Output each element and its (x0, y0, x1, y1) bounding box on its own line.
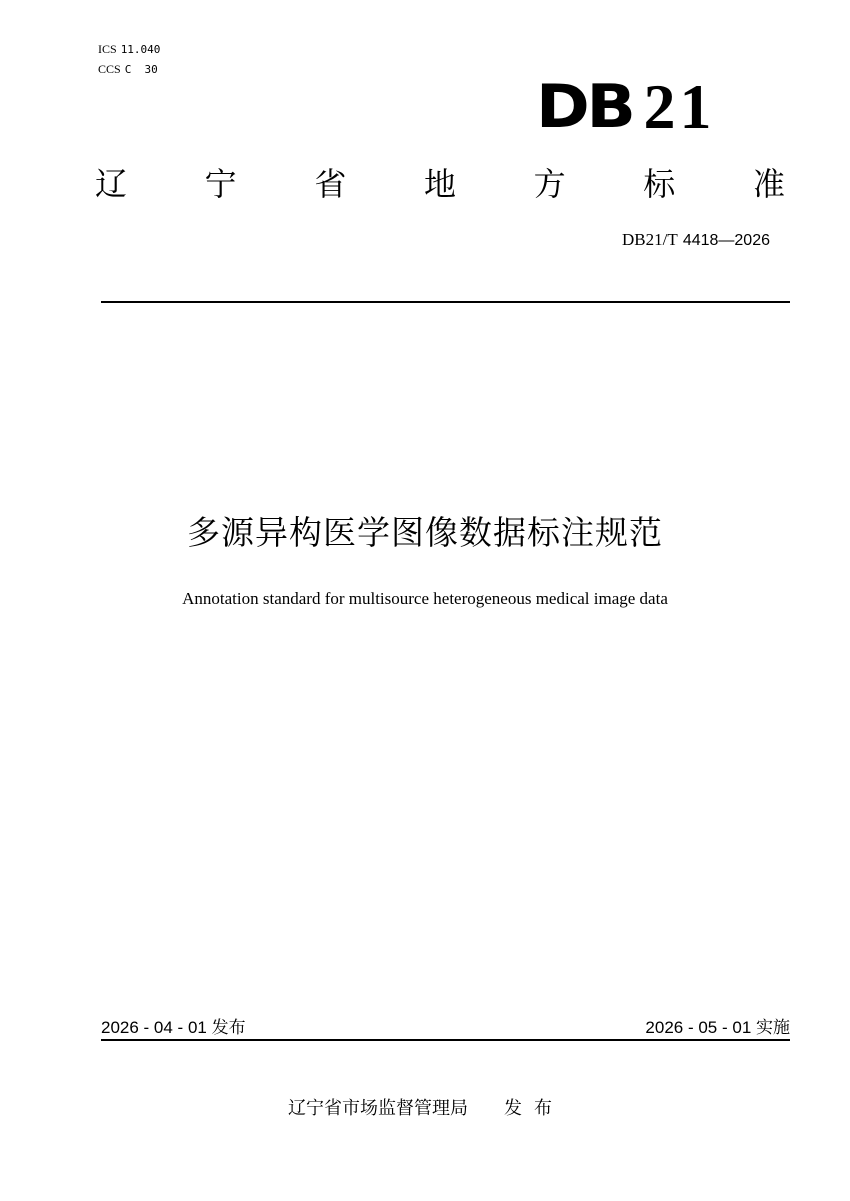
standard-number (622, 230, 770, 251)
standard-number-code: 4418—2026 (682, 232, 770, 249)
standard-type-char: 准 (752, 165, 785, 203)
implement-date: 2026 - 05 - 01 实施 (645, 1018, 790, 1037)
standard-type-char: 标 (643, 165, 676, 203)
db-mark-letters: DB (536, 72, 633, 142)
issuer-line (288, 1097, 564, 1121)
ics-label: ICS (98, 42, 117, 56)
ics-code (98, 42, 160, 57)
standard-type-char: 辽 (95, 165, 128, 203)
ics-value: 11.040 (120, 43, 161, 56)
document-title: 多源异构医学图像数据标注规范 (187, 513, 663, 552)
db-mark-number: 21 (643, 71, 716, 142)
standard-type-char: 宁 (204, 165, 237, 203)
standard-number-prefix: DB21/T (621, 230, 678, 249)
publish-date: 2026 - 04 - 01 发布 (101, 1018, 246, 1037)
ccs-value: C 30 (124, 63, 158, 76)
bottom-divider (101, 1039, 790, 1041)
issuer-action: 发布 (504, 1098, 564, 1119)
db21-mark (536, 71, 716, 142)
standard-type-char: 地 (423, 165, 456, 203)
top-divider (101, 301, 790, 303)
ccs-code (98, 62, 158, 77)
ccs-label: CCS (98, 62, 121, 76)
standard-type-char: 方 (533, 165, 566, 203)
standard-type-heading (95, 162, 785, 206)
issuer-name: 辽宁省市场监督管理局 (288, 1098, 468, 1119)
document-title-english: Annotation standard for multisource heterogeneous medical image data (182, 589, 668, 608)
standard-type-char: 省 (314, 165, 347, 203)
